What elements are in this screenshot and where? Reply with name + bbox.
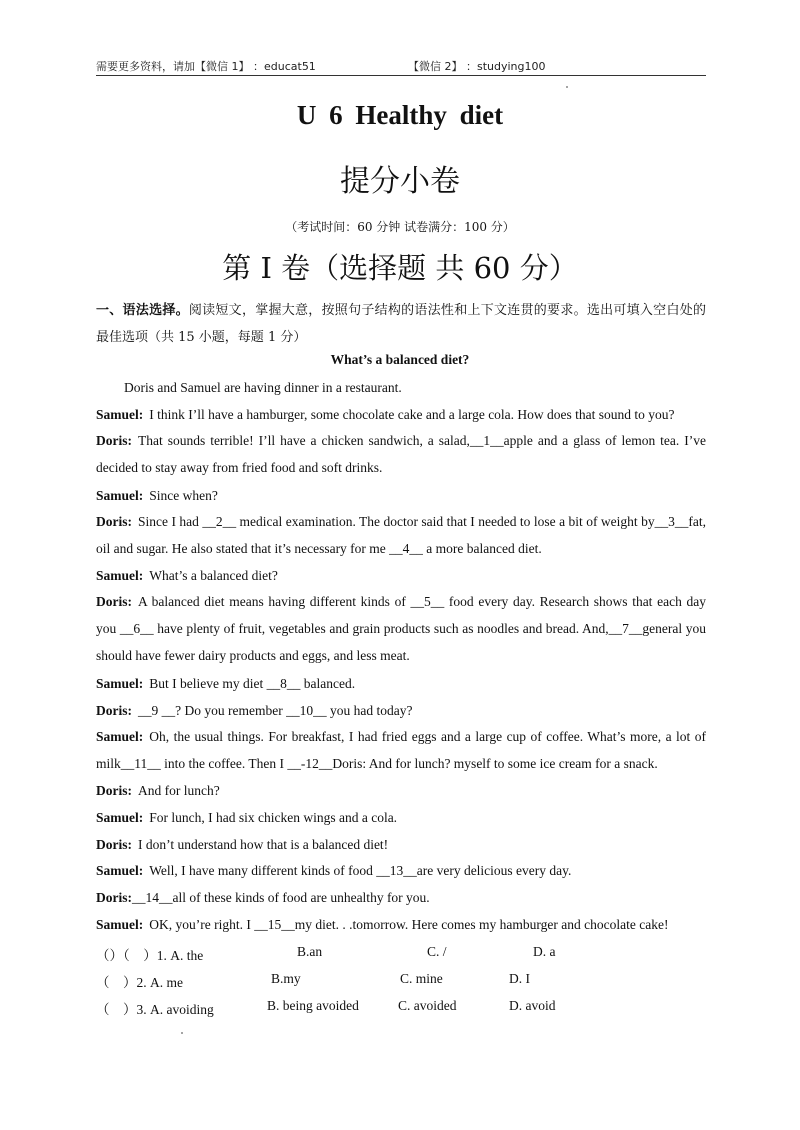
speaker: Samuel: [96,407,144,422]
line-text: OK, you’re right. I __15__my diet. . .tomorrow. Here comes my hamburger and chocolate cake! [149,917,669,932]
passage-intro: Doris and Samuel are having dinner in a restaurant. [124,380,402,395]
line-text: Oh, the usual things. For breakfast, I had fried eggs and a large cup of coffee. What’s more, a lot of milk__11__ into the coffee. Then I __-12__Doris: And for lunch? myself to some ice cream for a snack. [96,729,706,771]
dialogue-line [96,810,706,826]
speaker: Samuel: [96,676,144,691]
question-1: （）（ ）1. A. the [96,948,204,963]
line-text: Since I had __2__ medical examination. The doctor said that I needed to lose a bit of weight by__3__fat, oil and sugar. He also stated that it’s necessary for me __4__ a more balanced diet. [96,514,706,556]
speaker: Doris: [96,783,132,798]
question-2-option-d: D. I [509,971,530,986]
speaker: Samuel: [96,488,144,503]
speaker: Doris: [96,890,132,905]
question-2-option-b: B.my [271,971,301,986]
speaker: Doris: [96,433,132,448]
question-3: （ ）3. A. avoiding [96,1002,214,1017]
dialogue-line [96,703,706,719]
dialogue-line [96,917,706,933]
question-3-option-d: D. avoid [509,998,556,1013]
stray-dot [566,86,568,88]
line-text: I don’t understand how that is a balanced diet! [138,837,389,852]
line-text: Since when? [149,488,218,503]
line-text: __9 __? Do you remember __10__ you had today? [138,703,413,718]
document-subtitle: 提分小卷 [340,164,460,199]
question-2-option-c: C. mine [400,971,443,986]
speaker: Doris: [96,703,132,718]
dialogue-line [96,723,706,777]
section-heading: 一、语法选择。 [96,303,189,318]
question-1-option-d: D. a [533,944,556,959]
dialogue-line [96,588,706,669]
part-title: 第 I 卷（选择题 共 60 分） [222,251,578,285]
dialogue-line [96,783,706,799]
header-wechat-1: 需要更多资料，请加【微信 1】 ：educat51 [96,60,316,73]
question-1-option-c: C. / [427,944,447,959]
header-wechat-2: 【微信 2】 ：studying100 [408,60,546,73]
dialogue-line [96,676,706,692]
speaker: Samuel: [96,863,144,878]
passage-title: What’s a balanced diet? [330,352,470,367]
dialogue-line [96,427,706,481]
speaker: Samuel: [96,810,144,825]
question-1-option-b: B.an [297,944,323,959]
stray-dot [181,1032,183,1034]
question-2: （ ）2. A. me [96,975,183,990]
line-text: That sounds terrible! I’ll have a chicken sandwich, a salad,__1__apple and a glass of lemon tea. I’ve decided to stay away from fried food and soft drinks. [96,433,706,475]
dialogue-line [96,508,706,562]
speaker: Samuel: [96,917,144,932]
question-3-option-c: C. avoided [398,998,457,1013]
speaker: Doris: [96,594,132,609]
line-text: But I believe my diet __8__ balanced. [149,676,356,691]
dialogue-line [96,488,706,504]
question-3-option-b: B. being avoided [267,998,359,1013]
speaker: Doris: [96,837,132,852]
page-header [96,56,706,74]
exam-info: （考试时间：60 分钟 试卷满分：100 分） [285,220,515,234]
dialogue-line [96,407,706,423]
header-divider [96,75,706,76]
dialogue-line [96,890,706,906]
line-text: __14__all of these kinds of food are unhealthy for you. [132,890,430,905]
dialogue-line [96,568,706,584]
dialogue-line [96,863,706,879]
speaker: Samuel: [96,568,144,583]
instruction-text: 阅读短文，掌握大意，按照句子结构的语法性和上下文连贯的要求。选出可填入空白处的最佳选项（共 15 小题，每题 1 分） [96,303,706,345]
section-instruction [96,297,706,351]
line-text: For lunch, I had six chicken wings and a cola. [149,810,398,825]
speaker: Samuel: [96,729,144,744]
dialogue-line [96,837,706,853]
line-text: A balanced diet means having different kinds of __5__ food every day. Research shows that each day you __6__ have plenty of fruit, vegetables and grain products such as noodles and bread. And,__7__general you should have fewer dairy products and eggs, and less meat. [96,594,706,663]
line-text: What’s a balanced diet? [149,568,278,583]
speaker: Doris: [96,514,132,529]
document-title: U 6 Healthy diet [296,100,504,130]
line-text: Well, I have many different kinds of food __13__are very delicious every day. [149,863,572,878]
line-text: I think I’ll have a hamburger, some chocolate cake and a large cola. How does that sound to you? [149,407,675,422]
line-text: And for lunch? [138,783,220,798]
